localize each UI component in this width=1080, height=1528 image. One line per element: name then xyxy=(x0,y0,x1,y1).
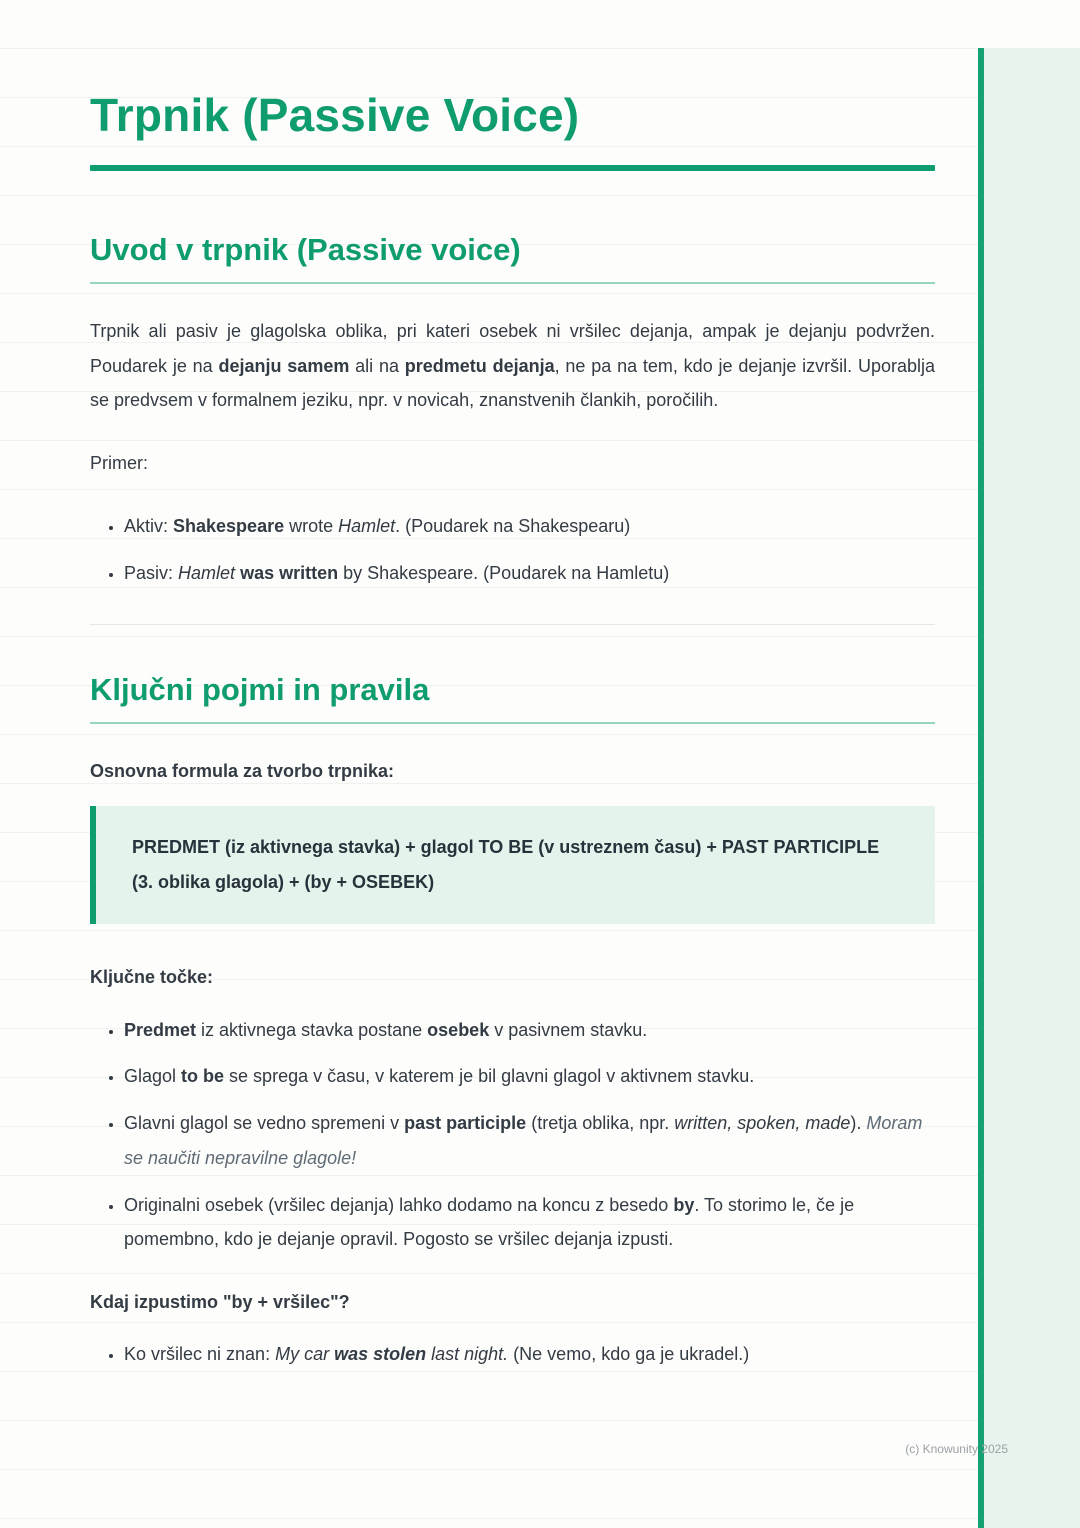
section-rule xyxy=(90,722,935,724)
list-item-pasiv: • Pasiv: Hamlet was written by Shakespeare. (Poudarek na Hamletu) xyxy=(124,556,935,591)
list-item-participle: • Glavni glagol se vedno spremeni v past participle (tretja oblika, npr. written, spoken, made). Moram se naučiti nepravilne glagole! xyxy=(124,1106,935,1175)
kdaj-label: Kdaj izpustimo "by + vršilec"? xyxy=(90,1292,350,1313)
list-item-tobe: • Glagol to be se sprega v času, v katerem je bil glavni glagol v aktivnem stavku. xyxy=(124,1059,935,1094)
key-points-label: Ključne točke: xyxy=(90,967,214,988)
formula-text: PREDMET (iz aktivnega stavka) + glagol TO BE (v ustreznem času) + PAST PARTICIPLE (3. oblika glagola) + (by + OSEBEK) xyxy=(132,837,880,893)
list-item-unknown-agent: • Ko vršilec ni znan: My car was stolen last night. (Ne vemo, kdo ga je ukradel.) xyxy=(124,1337,935,1372)
formula-callout xyxy=(90,806,935,924)
list-item-by-agent: • Originalni osebek (vršilec dejanja) lahko dodamo na koncu z besedo by. To storimo le, če je pomembno, kdo je dejanje opravil. Pogosto se vršilec dejanja izpusti. xyxy=(124,1188,935,1257)
section-divider xyxy=(90,624,935,625)
title-rule xyxy=(90,165,935,171)
list-item-aktiv: • Aktiv: Shakespeare wrote Hamlet. (Poudarek na Shakespearu) xyxy=(124,509,935,544)
primer-label: Primer: xyxy=(90,453,148,474)
section-heading-uvod: Uvod v trpnik (Passive voice) xyxy=(90,232,521,268)
list-item-predmet: • Predmet iz aktivnega stavka postane osebek v pasivnem stavku. xyxy=(124,1013,935,1048)
section-rule xyxy=(90,282,935,284)
copyright-watermark: (c) Knowunity 2025 xyxy=(905,1442,1008,1456)
section-kljucni-pojmi xyxy=(90,671,935,1372)
page-title: Trpnik (Passive Voice) xyxy=(90,89,580,141)
key-points-list xyxy=(90,1013,935,1257)
page-edge-stripe xyxy=(978,48,1080,1528)
formula-label: Osnovna formula za tvorbo trpnika: xyxy=(90,761,395,782)
example-list xyxy=(90,509,935,590)
intro-paragraph: Trpnik ali pasiv je glagolska oblika, pri kateri osebek ni vršilec dejanja, ampak je dejanju podvržen. Poudarek je na dejanju samem ali na predmetu dejanja, ne pa na tem, kdo je dejanje izvršil. Uporablja se predvsem v formalnem jeziku, npr. v novicah, znanstvenih člankih, poročilih. xyxy=(90,320,935,411)
section-heading-kljucni: Ključni pojmi in pravila xyxy=(90,672,430,708)
kdaj-list xyxy=(90,1337,935,1372)
section-uvod xyxy=(90,231,935,590)
